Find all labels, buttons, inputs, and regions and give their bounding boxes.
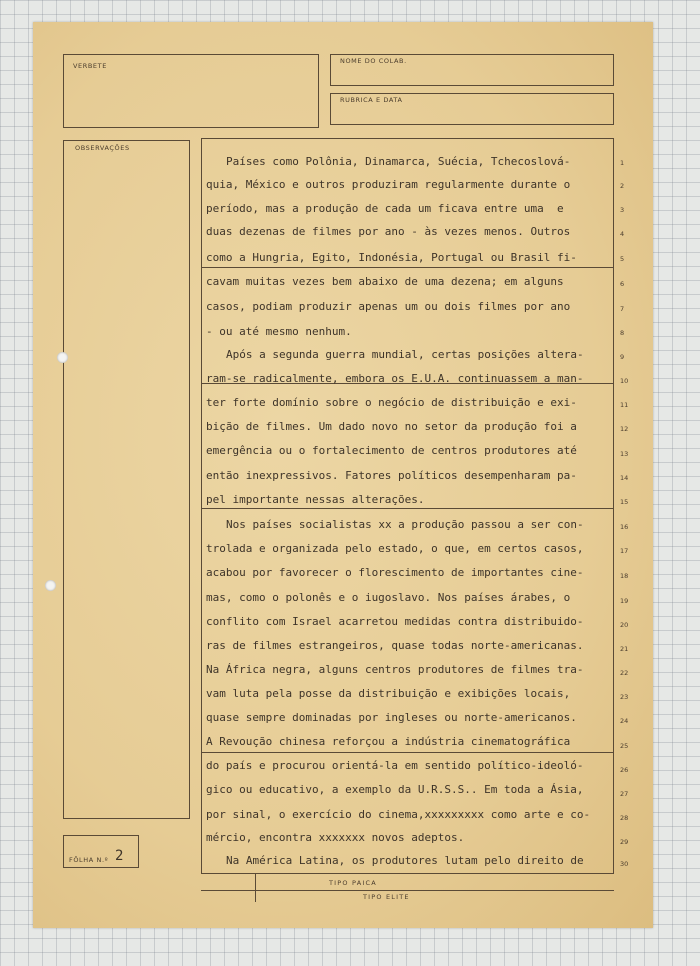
nome-colab-label: NOME DO COLAB. <box>340 57 407 65</box>
text-line-18: acabou por favorecer o florescimento de importantes cine- <box>206 566 584 579</box>
text-line-30: Na América Latina, os produtores lutam pelo direito de <box>226 854 584 867</box>
line-number: 25 <box>620 742 629 750</box>
tipo-paica-label: TIPO PAICA <box>329 879 377 887</box>
text-line-22: Na África negra, alguns centros produtores de filmes tra- <box>206 663 584 676</box>
line-number: 17 <box>620 547 629 555</box>
text-line-9: Após a segunda guerra mundial, certas posições altera- <box>226 348 584 361</box>
text-line-15: pel importante nessas alterações. <box>206 493 425 506</box>
line-number: 18 <box>620 572 629 580</box>
text-line-27: gico ou educativo, a exemplo da U.R.S.S.. Em toda a Ásia, <box>206 783 584 796</box>
line-number: 29 <box>620 838 629 846</box>
observacoes-box[interactable] <box>63 140 190 819</box>
text-line-11: ter forte domínio sobre o negócio de distribuição e exi- <box>206 396 577 409</box>
line-number: 10 <box>620 377 629 385</box>
line-number: 20 <box>620 621 629 629</box>
text-line-12: bição de filmes. Um dado novo no setor da produção foi a <box>206 420 577 433</box>
text-line-17: trolada e organizada pelo estado, o que, em certos casos, <box>206 542 584 555</box>
line-number: 30 <box>620 860 629 868</box>
line-number: 7 <box>620 305 625 313</box>
text-line-5: como a Hungria, Egito, Indonésia, Portugal ou Brasil fi- <box>206 251 577 264</box>
line-number: 2 <box>620 182 625 190</box>
folha-number: 2 <box>115 848 124 864</box>
footer-line <box>201 890 614 891</box>
line-number: 16 <box>620 523 629 531</box>
text-line-3: período, mas a produção de cada um ficava entre uma e <box>206 202 564 215</box>
text-line-19: mas, como o polonês e o iugoslavo. Nos países árabes, o <box>206 591 571 604</box>
text-line-1: Países como Polônia, Dinamarca, Suécia, Tchecoslová- <box>226 155 571 168</box>
text-line-2: quia, México e outros produziram regularmente durante o <box>206 178 571 191</box>
text-line-16: Nos países socialistas xx a produção passou a ser con- <box>226 518 584 531</box>
line-number: 8 <box>620 329 625 337</box>
tipo-elite-label: TIPO ELITE <box>363 893 410 901</box>
folha-label: FÔLHA N.º <box>69 856 109 864</box>
line-number: 13 <box>620 450 629 458</box>
line-number: 15 <box>620 498 629 506</box>
line-number: 24 <box>620 717 629 725</box>
line-number: 11 <box>620 401 629 409</box>
text-line-8: - ou até mesmo nenhum. <box>206 325 352 338</box>
line-number: 21 <box>620 645 629 653</box>
line-number: 5 <box>620 255 625 263</box>
text-line-7: casos, podiam produzir apenas um ou dois filmes por ano <box>206 300 571 313</box>
text-line-28: por sinal, o exercício do cinema,xxxxxxxxx como arte e co- <box>206 808 591 821</box>
line-number: 9 <box>620 353 625 361</box>
text-line-24: quase sempre dominadas por ingleses ou norte-americanos. <box>206 711 577 724</box>
text-line-26: do país e procurou orientá-la em sentido político-ideoló- <box>206 759 584 772</box>
observacoes-label: OBSERVAÇÕES <box>75 144 130 152</box>
line-number: 22 <box>620 669 629 677</box>
line-number: 28 <box>620 814 629 822</box>
text-line-6: cavam muitas vezes bem abaixo de uma dezena; em alguns <box>206 275 564 288</box>
text-line-14: então inexpressivos. Fatores políticos desempenharam pa- <box>206 469 577 482</box>
text-line-10: ram-se radicalmente, embora os E.U.A. continuassem a man- <box>206 372 584 385</box>
margin-rule <box>255 874 256 902</box>
rubrica-label: RUBRICA E DATA <box>340 96 403 104</box>
line-number: 1 <box>620 159 625 167</box>
line-number: 23 <box>620 693 629 701</box>
line-number: 12 <box>620 425 629 433</box>
line-number: 26 <box>620 766 629 774</box>
line-number: 3 <box>620 206 625 214</box>
text-line-20: conflito com Israel acarretou medidas contra distribuido- <box>206 615 584 628</box>
line-number: 4 <box>620 230 625 238</box>
text-line-23: vam luta pela posse da distribuição e exibições locais, <box>206 687 571 700</box>
line-number: 19 <box>620 597 629 605</box>
text-line-13: emergência ou o fortalecimento de centros produtores até <box>206 444 577 457</box>
punch-hole-top <box>57 352 68 363</box>
line-number: 27 <box>620 790 629 798</box>
text-line-29: mércio, encontra xxxxxxx novos adeptos. <box>206 831 465 844</box>
line-number: 14 <box>620 474 629 482</box>
text-line-25: A Revoução chinesa reforçou a indústria cinematográfica <box>206 735 571 748</box>
verbete-label: VERBETE <box>73 62 107 70</box>
punch-hole-bottom <box>45 580 56 591</box>
text-line-21: ras de filmes estrangeiros, quase todas norte-americanas. <box>206 639 584 652</box>
line-number: 6 <box>620 280 625 288</box>
text-line-4: duas dezenas de filmes por ano - às vezes menos. Outros <box>206 225 571 238</box>
